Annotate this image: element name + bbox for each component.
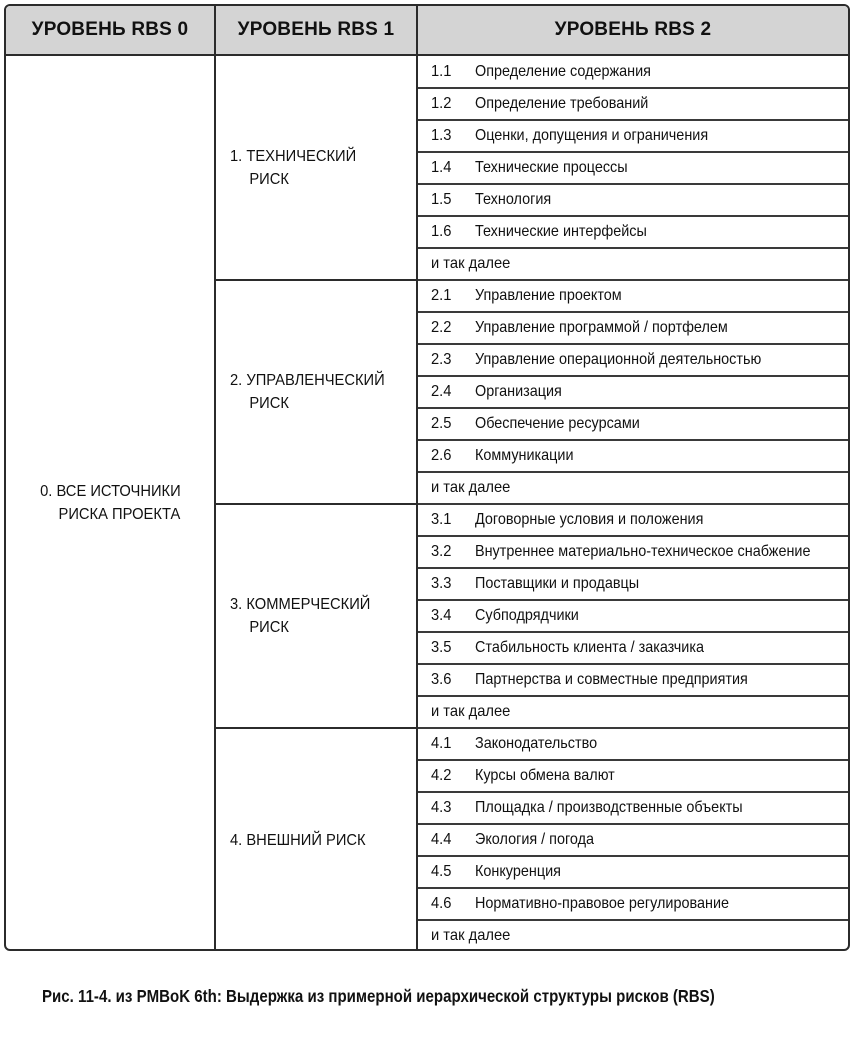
level-2-label: Управление проектом — [475, 287, 622, 304]
level-0-cell — [6, 56, 214, 949]
level-2-row — [418, 88, 848, 120]
level-2-row — [418, 824, 848, 856]
level-1-cell — [216, 56, 416, 280]
level-2-code: 4.4 — [431, 831, 452, 848]
level-2-code: 1.6 — [431, 223, 452, 240]
level-2-code: 2.2 — [431, 319, 452, 336]
level-2-code: 4.6 — [431, 895, 452, 912]
level-2-code: 3.5 — [431, 639, 452, 656]
level-2-label: Обеспечение ресурсами — [475, 415, 640, 432]
level-2-code: 1.2 — [431, 95, 452, 112]
level-2-etc-label: и так далее — [431, 703, 511, 720]
level-1-cell — [216, 280, 416, 504]
header-level-2: УРОВЕНЬ RBS 2 — [554, 19, 712, 40]
level-2-code: 3.1 — [431, 511, 452, 528]
rbs-table — [4, 4, 850, 951]
level-2-code: 4.3 — [431, 799, 452, 816]
level-2-label: Технические интерфейсы — [475, 223, 647, 240]
level-2-code: 2.6 — [431, 447, 452, 464]
level-1-label-line1: 2. УПРАВЛЕНЧЕСКИЙ — [230, 372, 385, 389]
level-2-label: Площадка / производственные объекты — [475, 799, 743, 816]
level-2-row — [418, 728, 848, 760]
level-2-etc-row — [418, 472, 848, 504]
level-2-label: Законодательство — [475, 735, 598, 752]
level-2-label: Стабильность клиента / заказчика — [475, 639, 704, 656]
level-2-row — [418, 56, 848, 88]
level-2-code: 1.1 — [431, 63, 452, 80]
level-2-etc-row — [418, 696, 848, 728]
level-1-label-line1: 3. КОММЕРЧЕСКИЙ — [230, 596, 371, 613]
level-2-label: Управление операционной деятельностью — [475, 351, 762, 368]
level-2-code: 1.4 — [431, 159, 452, 176]
level-2-etc-row — [418, 248, 848, 280]
level-2-code: 2.1 — [431, 287, 452, 304]
level-2-label: Партнерства и совместные предприятия — [475, 671, 748, 688]
group-divider — [216, 727, 416, 729]
header-level-1: УРОВЕНЬ RBS 1 — [237, 19, 395, 40]
level-2-code: 1.3 — [431, 127, 452, 144]
level-2-etc-label: и так далее — [431, 927, 511, 944]
level-2-label: Договорные условия и положения — [475, 511, 704, 528]
group-divider — [216, 279, 416, 281]
level-1-cell — [216, 728, 416, 951]
level-1-label-line2: РИСК — [249, 171, 289, 188]
level-2-label: Внутреннее материально-техническое снабжение — [475, 543, 811, 560]
figure-caption: Рис. 11-4. из PMBoK 6th: Выдержка из примерной иерархической структуры рисков (RBS) — [42, 986, 715, 1006]
level-2-label: Коммуникации — [475, 447, 574, 464]
level-1-label-line2: РИСК — [249, 619, 289, 636]
level-2-label: Оценки, допущения и ограничения — [475, 127, 709, 144]
level-2-label: Экология / погода — [475, 831, 595, 848]
level-2-code: 4.5 — [431, 863, 452, 880]
level-2-code: 3.2 — [431, 543, 452, 560]
level-2-label: Определение содержания — [475, 63, 651, 80]
level-2-label: Управление программой / портфелем — [475, 319, 728, 336]
level-2-row — [418, 120, 848, 152]
level-2-row — [418, 312, 848, 344]
level-2-code: 1.5 — [431, 191, 452, 208]
level-2-row — [418, 152, 848, 184]
level-2-etc-label: и так далее — [431, 479, 511, 496]
level-0-label-line1: 0. ВСЕ ИСТОЧНИКИ — [39, 482, 181, 500]
level-2-row — [418, 280, 848, 312]
level-1-label-line1: 4. ВНЕШНИЙ РИСК — [230, 831, 366, 849]
level-2-row — [418, 856, 848, 888]
level-2-row — [418, 632, 848, 664]
level-0-label-line2: РИСКА ПРОЕКТА — [58, 505, 180, 523]
level-2-row — [418, 184, 848, 216]
level-2-row — [418, 760, 848, 792]
level-2-row — [418, 664, 848, 696]
level-2-code: 2.5 — [431, 415, 452, 432]
level-2-label: Определение требований — [475, 95, 649, 112]
level-2-label: Технические процессы — [475, 159, 628, 176]
level-2-code: 3.4 — [431, 607, 452, 624]
level-2-row — [418, 344, 848, 376]
group-divider — [216, 503, 416, 505]
level-2-code: 2.3 — [431, 351, 452, 368]
level-2-code: 3.3 — [431, 575, 452, 592]
level-2-label: Субподрядчики — [475, 607, 579, 624]
level-1-cell — [216, 504, 416, 728]
level-2-row — [418, 536, 848, 568]
level-2-row — [418, 600, 848, 632]
level-2-row — [418, 504, 848, 536]
level-2-row — [418, 408, 848, 440]
level-2-row — [418, 568, 848, 600]
level-2-etc-row — [418, 920, 848, 951]
header-level-0: УРОВЕНЬ RBS 0 — [31, 19, 189, 40]
level-2-label: Технология — [475, 191, 552, 208]
level-2-etc-label: и так далее — [431, 255, 511, 272]
level-2-code: 3.6 — [431, 671, 452, 688]
level-2-label: Курсы обмена валют — [475, 767, 615, 784]
level-2-label: Поставщики и продавцы — [475, 575, 640, 592]
level-2-row — [418, 440, 848, 472]
level-2-code: 2.4 — [431, 383, 452, 400]
level-2-code: 4.1 — [431, 735, 452, 752]
level-1-label-line2: РИСК — [249, 395, 289, 412]
table-header — [6, 6, 848, 56]
level-2-row — [418, 888, 848, 920]
level-2-label: Конкуренция — [475, 863, 561, 880]
level-2-code: 4.2 — [431, 767, 452, 784]
level-2-label: Нормативно-правовое регулирование — [475, 895, 729, 912]
level-2-row — [418, 376, 848, 408]
level-2-row — [418, 216, 848, 248]
level-1-label-line1: 1. ТЕХНИЧЕСКИЙ — [230, 148, 357, 165]
level-2-label: Организация — [475, 383, 562, 400]
level-2-row — [418, 792, 848, 824]
